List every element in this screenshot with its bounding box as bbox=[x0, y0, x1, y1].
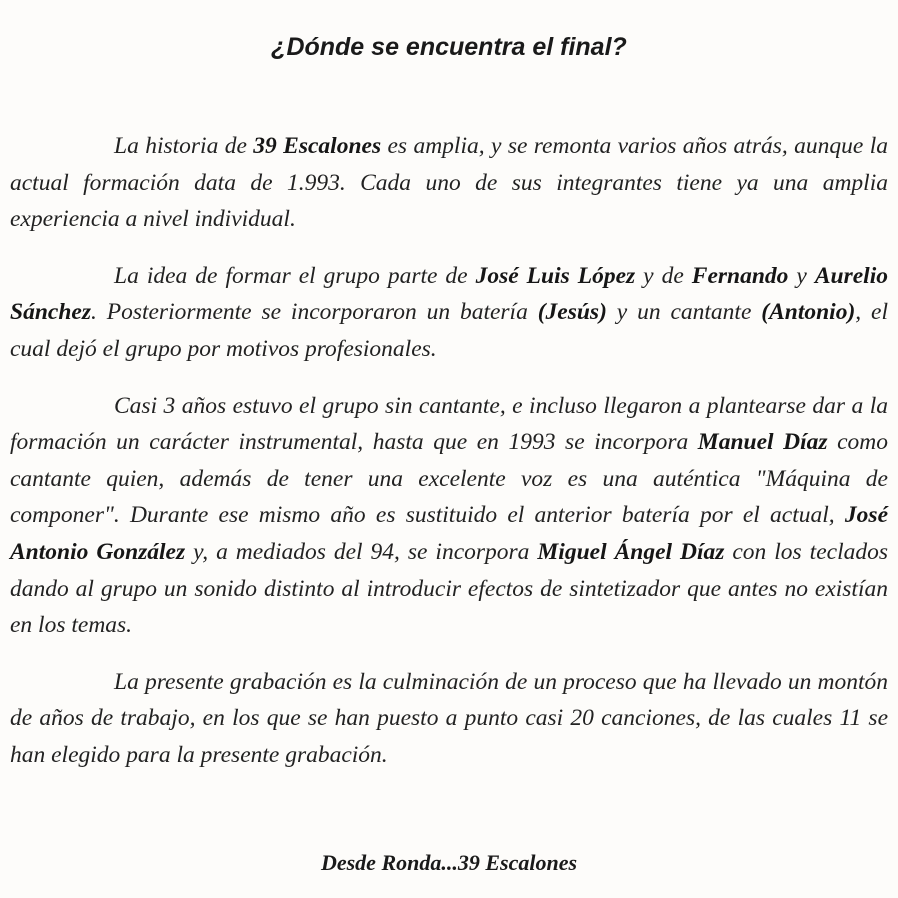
bold-name: 39 Escalones bbox=[253, 133, 382, 159]
paragraph bbox=[10, 664, 888, 774]
text-run: y, a mediados del 94, se incorpora bbox=[185, 538, 538, 565]
paragraph bbox=[10, 388, 888, 644]
text-run: es amplia, y se remonta varios años atrás, aunque la actual formación data de 1.993. Cada uno de sus integrantes tiene ya una amplia experiencia a nivel individual. bbox=[10, 133, 888, 233]
bold-name: Miguel Ángel Díaz bbox=[537, 538, 725, 565]
body-text bbox=[10, 128, 888, 794]
text-run: con los teclados dando al grupo un sonido distinto al introducir efectos de sintetizador que antes no existían en los temas. bbox=[10, 538, 888, 639]
bold-name: José Luis López bbox=[475, 262, 636, 289]
text-run: y un cantante bbox=[606, 299, 762, 326]
bold-name: Fernando bbox=[691, 262, 789, 289]
paragraph bbox=[10, 128, 888, 238]
page-title: ¿Dónde se encuentra el final? bbox=[271, 33, 627, 61]
text-run: y bbox=[788, 262, 815, 289]
text-run: La presente grabación es la culminación de un proceso que ha llevado un montón de años de trabajo, en los que se han puesto a punto casi 20 canciones, de las cuales 11 se han elegido para la presente grabación. bbox=[10, 668, 888, 768]
text-run: como cantante quien, además de tener una excelente voz es una auténtica "Máquina de componer". Durante ese mismo año es sustituido el anterior batería por el actual, bbox=[10, 429, 888, 529]
signature: Desde Ronda...39 Escalones bbox=[320, 850, 578, 875]
text-run: La historia de bbox=[114, 133, 254, 159]
text-run: y de bbox=[635, 262, 692, 289]
text-run: . Posteriormente se incorporaron un batería bbox=[90, 299, 538, 326]
bold-name: Manuel Díaz bbox=[697, 429, 828, 456]
text-run: La idea de formar el grupo parte de bbox=[114, 262, 476, 289]
bold-name: (Antonio) bbox=[761, 299, 856, 326]
bold-name: (Jesús) bbox=[537, 299, 607, 326]
text-run: , el cual dejó el grupo por motivos profesionales. bbox=[10, 299, 888, 362]
paragraph bbox=[10, 258, 888, 368]
bold-name: Aurelio Sánchez bbox=[10, 262, 888, 326]
text-run: Casi 3 años estuvo el grupo sin cantante, e incluso llegaron a plantearse dar a la formación un carácter instrumental, hasta que en 1993 se incorpora bbox=[10, 392, 888, 456]
bold-name: José Antonio González bbox=[10, 502, 888, 565]
